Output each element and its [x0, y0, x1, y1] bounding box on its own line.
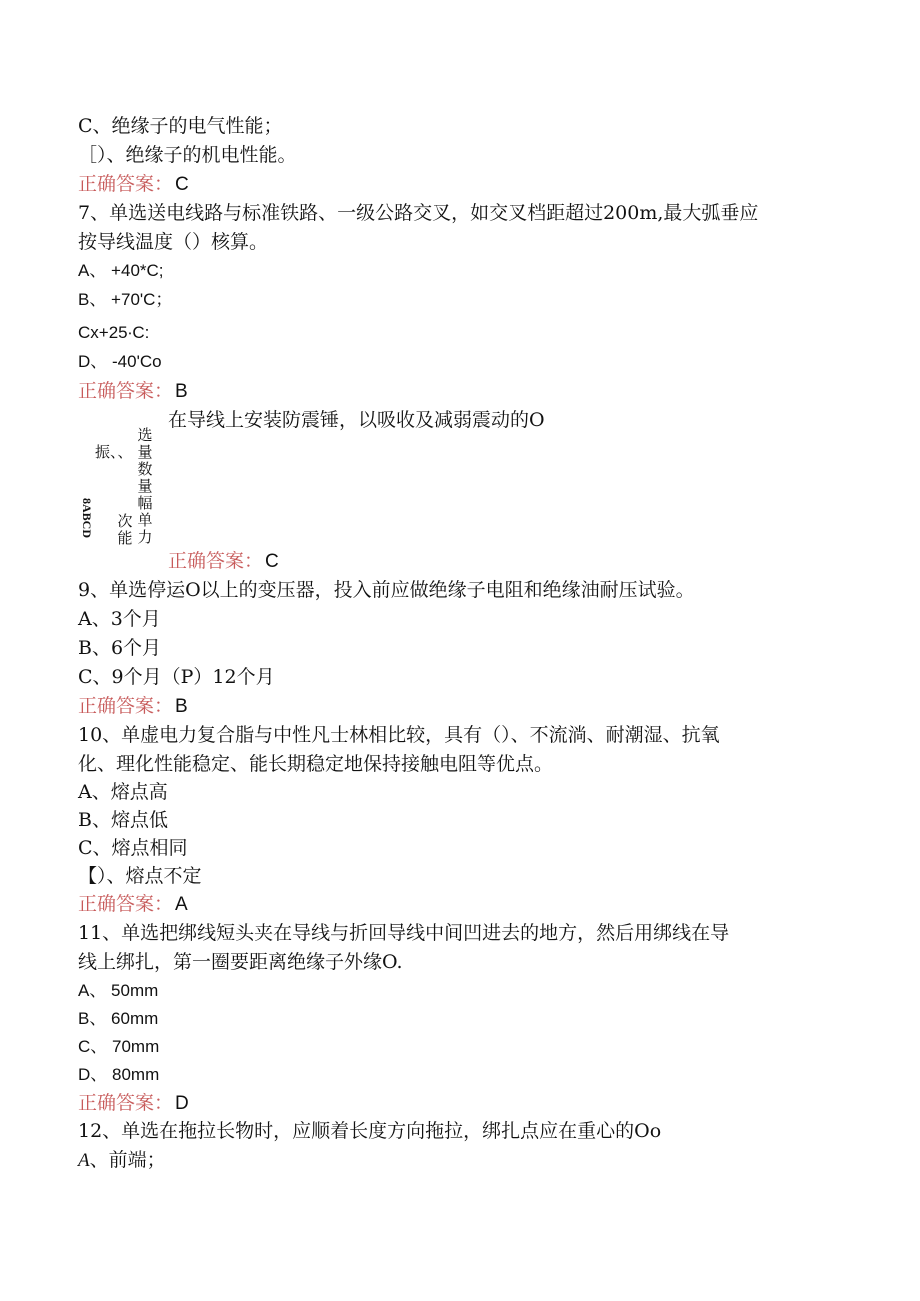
question-9-option-c: C、9个月（P）12个月: [78, 666, 275, 688]
answer-value: C: [175, 174, 189, 195]
question-10-option-b: B、熔点低: [78, 809, 168, 831]
answer-value: D: [175, 1093, 189, 1114]
option-letter: A: [78, 1150, 90, 1171]
question-7-line2: 按导线温度（）核算。: [78, 231, 269, 253]
answer-q6: [78, 172, 189, 197]
question-7-option-a: A、 +40*C;: [78, 261, 164, 280]
question-11-line1: 11、单选把绑线短头夹在导线与折回导线中间凹进去的地方，然后用绑线在导: [78, 922, 730, 944]
question-12-option-a: [78, 1148, 166, 1173]
answer-label: 正确答案：: [78, 173, 174, 195]
answer-q9: [78, 694, 188, 719]
answer-value: C: [265, 551, 279, 572]
answer-value: B: [175, 696, 188, 717]
option-d-line: ［）、绝缘子的机电性能。: [78, 144, 297, 166]
question-11-option-b: B、 60mm: [78, 1009, 159, 1028]
answer-label: 正确答案：: [78, 695, 174, 717]
question-7-option-b: B、 +70'C；: [78, 290, 173, 309]
question-8-rotated-number: 8ABCD: [80, 498, 94, 539]
option-c-line: C、绝缘子的电气性能；: [78, 115, 283, 137]
question-9-option-b: B、6个月: [78, 637, 162, 659]
question-11-option-d: D、 80mm: [78, 1065, 160, 1084]
answer-q7: [78, 379, 188, 404]
question-10-option-a: A、熔点高: [78, 781, 168, 803]
question-12: 12、单选在拖拉长物时，应顺着长度方向拖拉，绑扎点应在重心的Oo: [78, 1120, 662, 1142]
question-8-vertical-options-3: 振、、: [95, 443, 133, 461]
question-11-line2: 线上绑扎，第一圈要距离绝缘子外缘O.: [78, 951, 403, 973]
question-9-option-a: A、3个月: [78, 608, 161, 630]
answer-label: 正确答案：: [168, 550, 264, 572]
question-8-vertical-options: 选量数量幅单力: [137, 426, 153, 546]
answer-label: 正确答案：: [78, 1092, 174, 1114]
option-text: 、前端；: [89, 1149, 166, 1171]
question-7-line1: 7、单选送电线路与标准铁路、一级公路交叉，如交叉档距超过200m,最大弧垂应: [78, 202, 759, 224]
question-10-line1: 10、单虚电力复合脂与中性凡士林相比较，具有（）、不流淌、耐潮湿、抗氧: [78, 724, 720, 746]
answer-value: B: [175, 381, 188, 402]
answer-label: 正确答案：: [78, 380, 174, 402]
answer-q10: [78, 892, 188, 917]
question-8-text: 在导线上安装防震锤，以吸收及减弱震动的O: [168, 409, 545, 431]
answer-q11: [78, 1091, 189, 1116]
question-8-vertical-options-2: 次能: [117, 512, 133, 547]
question-7-option-c: Cx+25∙C:: [78, 323, 150, 342]
question-11-option-c: C、 70mm: [78, 1037, 160, 1056]
answer-label: 正确答案：: [78, 893, 174, 915]
question-9: 9、单选停运O以上的变压器，投入前应做绝缘子电阻和绝缘油耐压试验。: [78, 579, 695, 601]
question-11-option-a: A、 50mm: [78, 981, 159, 1000]
question-10-option-c: C、熔点相同: [78, 837, 188, 859]
question-10-line2: 化、理化性能稳定、能长期稳定地保持接触电阻等优点。: [78, 753, 554, 775]
question-7-option-d: D、 -40'Co: [78, 352, 162, 371]
answer-q8: [168, 549, 279, 574]
question-10-option-d: 【）、熔点不定: [78, 865, 202, 887]
answer-value: A: [175, 894, 188, 915]
